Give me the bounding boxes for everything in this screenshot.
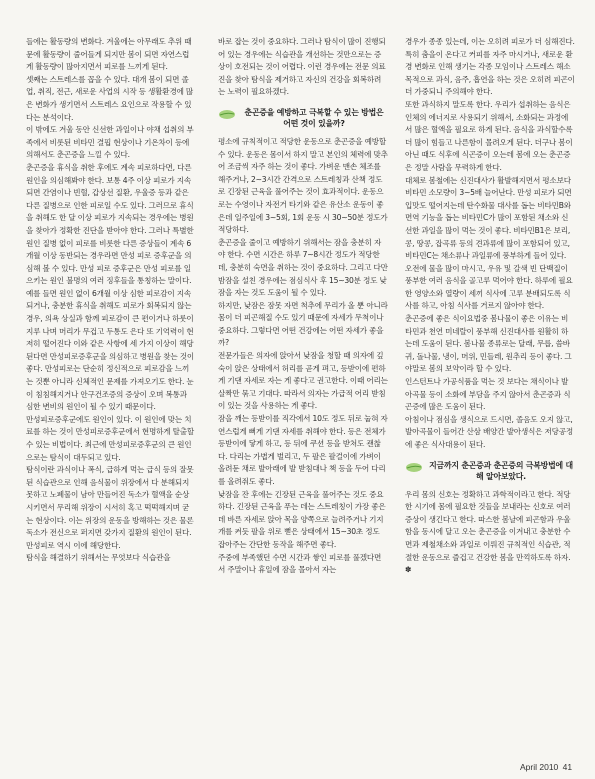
paragraph: 아침이나 점심을 생식으로 드시면, 졸음도 오지 않고, 발아곡물이 들어간 산삼 배양간 발아생식은 저당공정에 좋은 식사대용이 된다. (405, 414, 574, 449)
paragraph: 경우가 종종 있는데, 이는 오히려 피로가 더 심해진다. 특히 춤을이 온다고 커피를 자주 마시거나, 새로운 환경 변화로 인해 생기는 각종 모임이나 스트레스 해소 목적으로 과식, 음주, 흡연을 하는 것은 오히려 피곤이 더 가중되니 주의해야 한다. (405, 37, 575, 97)
paragraph: 주중에 부족했던 수면 시간과 쌓인 피로를 풀겠다면서 주말이나 휴일에 잠을 몰아서 자는 (218, 552, 382, 575)
paragraph (405, 489, 575, 577)
paragraph: 바로 잡는 것이 중요하다. 그러나 탐식이 많이 진행되어 있는 경우에는 식습관을 개선하는 것만으로는 증상이 호전되는 것이 어렵다. 이런 경우에는 전문 의료진을 찾아 탐식을 제거하고 자신의 건강을 회복하려는 노력이 필요하겠다. (218, 37, 386, 97)
leaf-icon (218, 109, 236, 120)
paragraph: 탐식이란 과식이나 폭식, 급하게 먹는 급식 등의 잘못된 식습관으로 인해 음식물이 위장에서 다 분해되지 못하고 노폐물이 남아 만들어진 독소가 혈액을 순상시키면서 무리해 위장이 시서히 혹고 떡떡해지며 굳는 현상이다. 이는 위장의 운동을 방해하는 것은 물론 독소가 전신으로 퍼지면 갖가지 질환의 원인이 된다. 만성피로 역시 이에 해당한다. (26, 465, 194, 550)
paragraph: 하지만, 낮잠은 잠못 자면 척추에 무리가 올 뿐 아니라 몸이 더 피곤해질 수도 있기 때문에 자세가 무척이나 중요하다. 그렇다면 어떤 건강에는 어떤 자세가 좋을까? (218, 300, 388, 348)
paragraph: 낮잠을 잔 후에는 긴장된 근육을 풀어주는 것도 중요하다. 긴장된 근육을 푸는 데는 스트레칭이 가장 좋은데 바른 자세로 앉아 목을 양쪽으로 늘려주거나 기지개를 켜듯 팔을 위로 뻗은 상태에서 15~30초 정도 잡아주는 간단한 동작을 해주면 좋다. (218, 489, 386, 549)
text-column-2 (218, 36, 388, 577)
paragraph: 잠을 깨는 등받이를 직각에서 10도 정도 뒤로 눕혀 자연스럽게 뻐게 기댄 자세를 취해야 한다. 등은 전체가 등받이에 닿게 하고, 등 뒤에 쿠션 등을 받쳐도 괜찮다. 다리는 가볍게 벌리고, 두 팔은 팔걸이에 가벼이 올려둔 채로 발아래에 발 받침대나 책 등을 두어 다리를 올려줘도 좋다. (218, 414, 388, 486)
paragraph: 전문가들은 의자에 앉아서 낮잠을 청할 때 의자에 깊숙이 앉은 상태에서 허리를 곧게 펴고, 등받이에 편하게 기댄 자세로 자는 게 좋다고 권고한다. 이때 어리는 살짝만 묶고 기대다. 따라서 의자는 가급적 어리 받침이 있는 것을 사용하는 게 좋다. (218, 351, 388, 411)
paragraph: 춘곤증에 좋은 식이요법중 봄나물이 좋은 이유는 비타민과 천연 미네랄이 풍부해 신진대사를 원활히 하는데 도움이 된다. 봄나물 종류로는 달래, 무릅, 씀바귀, 돌나물, 냉이, 머위, 민들레, 원추리 등이 좋다. 그야말로 봄의 보약이라 할 수 있다. (405, 314, 572, 374)
paragraph-text: 우리 몸의 신호는 정확하고 과학적이라고 한다. 적당한 시기에 몸에 필요한 것들을 보내라는 신호로 여러 증상이 생긴다고 한다. 따스한 봄날에 피곤함과 우울함을 동시에 달고 오는 춘곤증을 이겨내고 충분한 수면과 제철채소와 과일로 이뤄진 규칙적인 식습관, 적절한 운동으로 즐겁고 건강한 봄을 만끽하도록 하자. (405, 489, 571, 562)
paragraph: 들에는 활동량의 변화다. 겨울에는 아무래도 추위 때문에 활동량이 줄어들게 되지만 봄이 되면 자연스럽게 활동량이 많아지면서 피로를 느끼게 된다. (26, 37, 192, 72)
paragraph: 예를 들면 원인 없이 6개월 이상 심한 피로감이 지속되거나, 충분한 휴식을 취해도 피로가 회복되지 않는 경우, 의욕 상실과 함께 피로감이 큰 편이거나 하룻이 지루 나며 머리가 무겁고 두통도 은다 또 기억력이 현저히 떨어진다 이와 같은 사항에 세 가지 이상이 해당된다면 만성피로증후군을 의심하고 병원을 찾는 것이 좋다. 만성피로는 단순히 정신적으로 피로감을 느끼는 것뿐 아니라 신체적인 문제를 가져오기도 한다. 눈이 침침해지거나 안구건조증의 증상이 오며 복통과 심한 변비의 원인이 될 수 있기 때문이다. (26, 288, 195, 412)
section-heading (405, 460, 575, 483)
section-heading (218, 107, 388, 130)
paragraph: 또한 과식하지 말도록 한다. 우리가 섭취하는 음식은 인체의 에너지로 사용되기 위해서, 소화되는 과정에서 많은 혈액을 필요로 하게 된다. 음식을 과식할수록 더 많이 힘들고 나른함이 몰려오게 된다. 더구나 봄이 아닌 때도 식후에 식곤증이 오는데 봄에 오는 춘곤증은 정말 사람을 무력하게 한다. (405, 99, 573, 172)
paragraph: 평소에 규칙적이고 적당한 운동으로 춘곤증을 예방할 수 있다. 운동은 몸이서 하지 말고 본인의 체력에 맞추어 조금씩 자주 하는 것이 좋다. 가벼운 맨손 체조를 해주거나, 2~3시간 간격으로 스트레칭과 산책 정도로 긴장된 근육을 풀어주는 것이 효과적이다. 운동으로는 수영이나 자전거 타기와 같은 유산소 운동이 좋은데 일주일에 3~5회, 1회 운동 시 30~50분 정도가 적당하다. (218, 136, 388, 235)
section-heading-text: 춘곤증을 예방하고 극복할 수 있는 방법은 어떤 것이 있을까? (244, 107, 384, 129)
paragraph: 만성피로증후군에도 원인이 있다. 이 원인에 맞는 치료를 하는 것이 만성피로증후군에서 현명하게 탈출할 수 있는 비법이다. 최근에 만성피로증후군의 큰 원인으로는 탐식이 대두되고 있다. (26, 414, 195, 462)
paragraph: 셋째는 스트레스를 꼽을 수 있다. 대개 봄이 되면 졸업, 취직, 전근, 새로운 사업의 시작 등 생활환경에 많은 변화가 생기면서 스트레스 요인으로 작용할 수 있다는 분석이다. (26, 74, 194, 122)
end-mark: ✽ (405, 565, 412, 575)
section-heading-text: 지금까지 춘곤증과 춘곤증의 극복방법에 대해 알아보았다. (429, 460, 573, 482)
text-column-3 (405, 36, 575, 577)
leaf-icon (405, 462, 423, 473)
paragraph: 대체로 봄철에는 신진대사가 활발해지면서 평소보다 비타민 소모량이 3~5배 늘어난다. 만성 피로가 되면 입맛도 떨어지는데 탄수화물 대사를 돕는 비타민B와 면역 기능을 돕는 비타민C가 많이 포함된 채소와 신선한 과일을 많이 먹는 것이 좋다. 비타민B1은 보리, 콩, 땅콩, 잡곡류 등의 견과류에 많이 포함되어 있고, 비타민C는 채소류나 과일류에 풍부하게 들어 있다. 오전에 물을 많이 마시고, 우유 및 갈색 빈 단백질이 풍부한 여러 음식을 골고루 먹어야 한다. 하루에 필요한 영양소와 열량이 세끼 식사에 고루 분배되도록 식사를 하고, 아침 식사를 거르지 않아야 한다. (405, 175, 573, 311)
paragraph: 춘곤증을 줄이고 예방하기 위해서는 잠을 충분히 자야 한다. 수면 시간은 하루 7~8시간 정도가 적당한데, 충분히 숙면을 취하는 것이 중요하다. 그리고 다만 밤잠을 설친 경우에는 점심식사 후 15~30분 정도 낮잠을 자는 것도 도움이 될 수 있다. (218, 237, 388, 298)
paragraph: 이 밖에도 겨울 동안 신선한 과일이나 야채 섭취의 부족에서 비롯된 비타민 결핍 현상이나 기온차이 등에 의해서도 춘곤증을 느낄 수 있다. (26, 125, 194, 160)
text-column-1 (26, 36, 196, 565)
issue-date: April 2010 (520, 762, 559, 772)
page-footer (520, 762, 574, 772)
page-number: 41 (562, 762, 573, 772)
paragraph: 인스턴트나 가공식품을 먹는 것 보다는 채식이나 발아곡물 등이 소화에 부담을 주지 않아서 춘곤증과 식곤증에 많은 도움이 된다. (405, 377, 571, 412)
paragraph: 춘곤증을 휴식을 취한 후에도 계속 피로하다면, 다른 원인을 의심해봐야 한다. 보통 4주 이상 피로가 지속되면 간염이나 빈혈, 갑상선 질환, 우울증 등과 같은 다른 질병으로 인한 피로일 수도 있다. 그러므로 휴식을 취해도 한 달 이상 피로가 지속되는 경우에는 병원을 찾아가 정확한 진단을 받아야 한다. 그러나 특별한 원인 질병 없이 피로를 비롯한 다른 증상들이 계속 6개월 이상 동반되는 경우라면 만성 피로 증후군을 의심해 볼 수 있다. 만성 피로 증후군은 만성 피로를 일으키는 원인 불명의 여러 징후들을 통칭하는 말이다. (26, 162, 194, 286)
paragraph: 탐식을 해결하기 위해서는 무엇보다 식습관을 (26, 553, 171, 563)
